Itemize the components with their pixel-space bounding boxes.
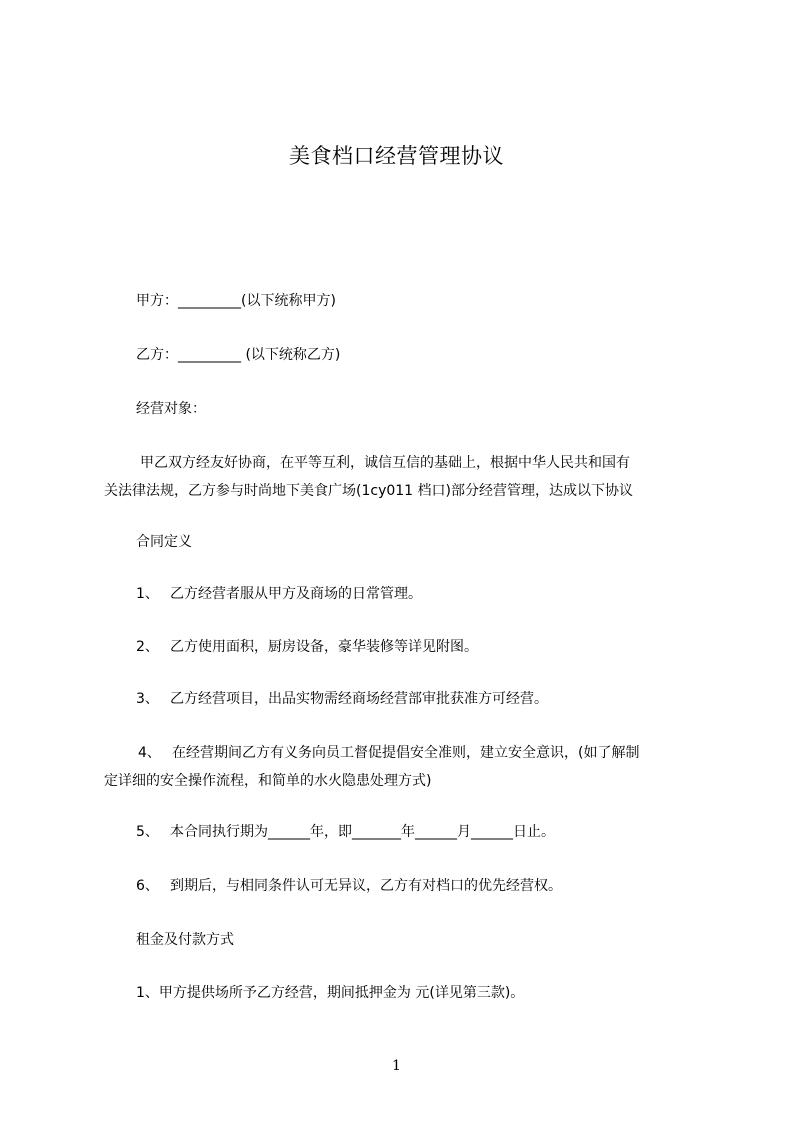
clause-3	[136, 689, 548, 709]
clause-4	[138, 743, 639, 763]
clause-text: 本合同执行期为______年，即_______年______月______日止。	[170, 824, 555, 840]
clause-text: 到期后，与相同条件认可无异议，乙方有对档口的优先经营权。	[170, 878, 562, 894]
clause-6	[136, 876, 562, 896]
preamble-line-1: 甲乙双方经友好协商，在平等互利，诚信互信的基础上，根据中华人民共和国有	[140, 455, 630, 471]
clause-text: 乙方经营项目，出品实物需经商场经营部审批获准方可经营。	[170, 691, 548, 707]
clause-2	[136, 637, 478, 657]
document-title: 美食档口经营管理协议	[289, 144, 504, 168]
clause-number: 1、	[136, 586, 159, 602]
clause-number: 5、	[136, 824, 159, 840]
party-a-line: 甲方：_________(以下统称甲方)	[136, 293, 336, 309]
clause-number: 6、	[136, 878, 159, 894]
clause-number: 3、	[136, 691, 159, 707]
clause-number: 4、	[138, 745, 161, 761]
clause-text: 乙方使用面积，厨房设备，豪华装修等详见附图。	[170, 639, 478, 655]
party-b-line: 乙方：_________ (以下统称乙方)	[136, 347, 341, 363]
clause-number: 2、	[136, 639, 159, 655]
clause-5	[136, 822, 555, 842]
clause-text: 在经营期间乙方有义务向员工督促提倡安全准则，建立安全意识，(如了解制	[172, 745, 640, 761]
clause-text: 乙方经营者服从甲方及商场的日常管理。	[170, 586, 422, 602]
clause-1	[136, 584, 422, 604]
page-number: 1	[392, 1058, 401, 1074]
section-heading-contract-definition: 合同定义	[136, 534, 192, 550]
clause-4-continuation: 定详细的安全操作流程，和简单的水火隐患处理方式)	[104, 773, 432, 789]
section-heading-rent-payment: 租金及付款方式	[136, 932, 234, 948]
preamble-line-2: 关法律法规，乙方参与时尚地下美食广场(1cy011 档口)部分经营管理，达成以下协议	[104, 483, 633, 499]
business-object-label: 经营对象：	[136, 401, 206, 417]
payment-clause-1: 1、甲方提供场所予乙方经营，期间抵押金为 元(详见第三款)。	[136, 985, 525, 1001]
